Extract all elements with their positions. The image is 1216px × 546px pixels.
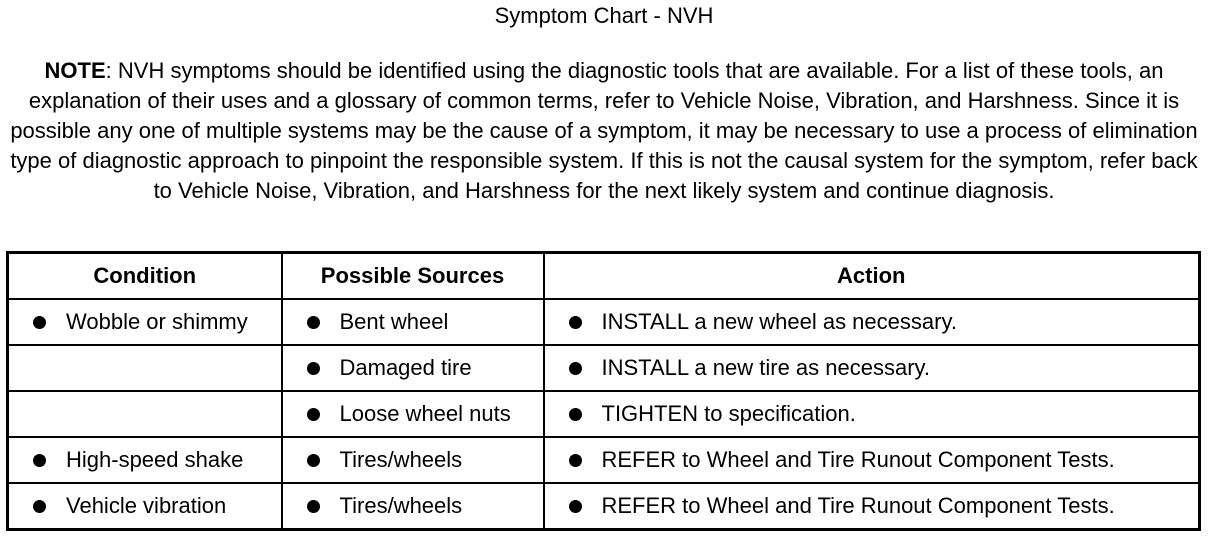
table-header-row (8, 253, 1200, 300)
table-row (8, 437, 1200, 483)
source-text: Tires/wheels (339, 447, 463, 472)
source-text: Tires/wheels (339, 493, 463, 518)
bullet-icon (307, 408, 320, 421)
condition-text: Vehicle vibration (66, 493, 227, 518)
source-text: Bent wheel (339, 309, 449, 334)
action-cell (544, 483, 1200, 530)
note-label: NOTE (44, 58, 106, 83)
action-cell (544, 345, 1200, 391)
condition-cell (8, 299, 282, 345)
condition-cell (8, 391, 282, 437)
source-cell (282, 483, 544, 530)
table-row (8, 299, 1200, 345)
source-cell (282, 391, 544, 437)
note-text: : NVH symptoms should be identified using the diagnostic tools that are available. For a list of these tools, an explanation of their uses and a glossary of common terms, refer to Vehicle Noise, Vibration, and Harshness. Since it is possible any one of multiple systems may be the cause of a symptom, it may be necessary to use a process of elimination type of diagnostic approach to pinpoint the responsible system. If this is not the causal system for the symptom, refer back to Vehicle Noise, Vibration, and Harshness for the next likely system and continue diagnosis. (10, 58, 1198, 203)
action-cell (544, 299, 1200, 345)
bullet-icon (33, 454, 46, 467)
action-text: INSTALL a new wheel as necessary. (601, 309, 957, 334)
action-cell (544, 437, 1200, 483)
action-text: INSTALL a new tire as necessary. (601, 355, 931, 380)
table-body (8, 299, 1200, 530)
condition-cell (8, 483, 282, 530)
bullet-icon (569, 316, 582, 329)
bullet-icon (569, 454, 582, 467)
header-condition: Condition (8, 253, 282, 300)
note-paragraph (6, 56, 1202, 206)
action-text: TIGHTEN to specification. (601, 401, 856, 426)
bullet-icon (33, 500, 46, 513)
action-text: REFER to Wheel and Tire Runout Component Tests. (601, 493, 1115, 518)
condition-text: Wobble or shimmy (66, 309, 248, 334)
source-text: Loose wheel nuts (339, 401, 511, 426)
bullet-icon (307, 454, 320, 467)
condition-text: High-speed shake (66, 447, 244, 472)
bullet-icon (307, 316, 320, 329)
condition-cell (8, 437, 282, 483)
source-cell (282, 437, 544, 483)
header-action: Action (544, 253, 1200, 300)
source-cell (282, 345, 544, 391)
bullet-icon (569, 500, 582, 513)
bullet-icon (307, 500, 320, 513)
table-row (8, 345, 1200, 391)
source-text: Damaged tire (339, 355, 472, 380)
table-row (8, 391, 1200, 437)
bullet-icon (307, 362, 320, 375)
action-text: REFER to Wheel and Tire Runout Component Tests. (601, 447, 1115, 472)
bullet-icon (569, 362, 582, 375)
symptom-table (6, 251, 1201, 531)
bullet-icon (569, 408, 582, 421)
bullet-icon (33, 316, 46, 329)
source-cell (282, 299, 544, 345)
table-row (8, 483, 1200, 530)
condition-cell (8, 345, 282, 391)
action-cell (544, 391, 1200, 437)
header-possible-sources: Possible Sources (282, 253, 544, 300)
page-title: Symptom Chart - NVH (494, 3, 714, 28)
